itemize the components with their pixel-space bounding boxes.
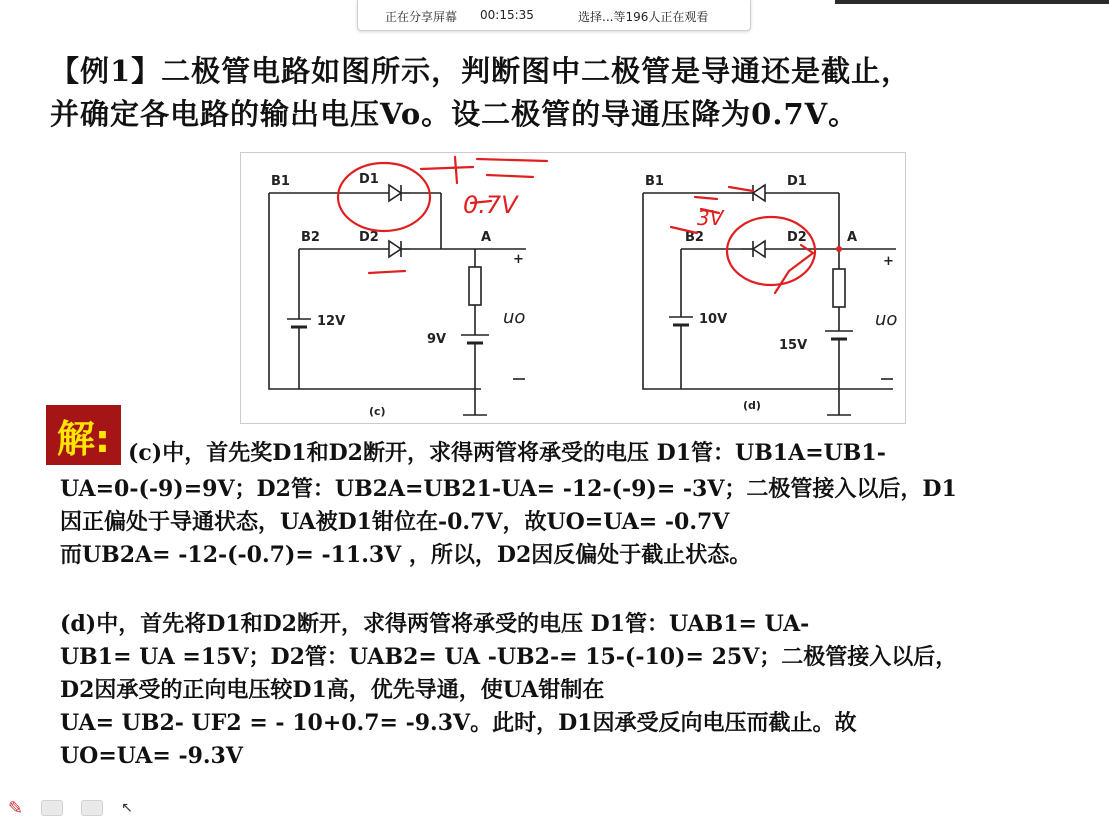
pen-icon[interactable]: ✎ xyxy=(8,797,24,819)
c-label-9v: 9V xyxy=(427,332,447,347)
solution-c-text-4: 而UB2A= -12-(-0.7)= -11.3V ，所以，D2因反偏处于截止状态。 xyxy=(60,542,752,568)
d-label-b1: B1 xyxy=(645,174,664,189)
solution-c-text-3: 因正偏处于导通状态，UA被D1钳位在-0.7V，故UO=UA= -0.7V xyxy=(60,509,730,535)
solution-d-text-1: (d)中，首先将D1和D2断开，求得两管将承受的电压 D1管：UAB1= UA- xyxy=(60,611,810,637)
d-label-15v: 15V xyxy=(779,338,808,353)
top-right-strip xyxy=(835,0,1109,4)
bottom-toolbar xyxy=(8,796,133,820)
solution-c-text-1: (c)中，首先奖D1和D2断开，求得两管将承受的电压 D1管：UB1A=UB1- xyxy=(128,440,886,466)
circuit-diagrams xyxy=(241,153,905,423)
c-label-b2: B2 xyxy=(301,230,320,245)
solution-d-text-5: UO=UA= -9.3V xyxy=(60,743,243,769)
solution-d-text-4: UA= UB2- UF2 = - 10+0.7= -9.3V。此时，D1因承受反向电压而截止。故 xyxy=(60,710,857,736)
window-icon[interactable] xyxy=(81,800,103,816)
c-label-b1: B1 xyxy=(271,174,290,189)
circuit-figure xyxy=(240,152,906,424)
page-title xyxy=(50,50,1090,136)
share-timer: 00:15:35 xyxy=(480,8,534,22)
solution-label: 解: xyxy=(46,405,121,465)
node-a-dot xyxy=(836,246,842,252)
annotation-d-note: 3V xyxy=(697,206,724,230)
d-label-uo: uo xyxy=(875,309,898,330)
annotation-c-note: 0.7V xyxy=(463,191,518,219)
d-label-plus: + xyxy=(883,254,894,269)
d-label-a: A xyxy=(847,230,858,245)
solution-d-lines xyxy=(60,608,1100,773)
d-label-d1: D1 xyxy=(787,174,807,189)
solution-d-text-2: UB1= UA =15V；D2管：UAB2= UA -UB2-= 15-(-10)= 25V；二极管接入以后， xyxy=(60,644,958,670)
c-label-d2: D2 xyxy=(359,230,379,245)
title-line-1: 【例1】二极管电路如图所示，判断图中二极管是导通还是截止， xyxy=(50,54,912,88)
c-label-d1: D1 xyxy=(359,172,379,187)
c-label-plus: + xyxy=(513,252,524,267)
c-label-12v: 12V xyxy=(317,314,346,329)
solution-c-line-1 xyxy=(128,437,1088,470)
solution-c-text-2: UA=0-(-9)=9V；D2管：UB2A=UB21-UA= -12-(-9)= -3V；二极管接入以后，D1 xyxy=(60,476,957,502)
d-label-b2: B2 xyxy=(685,230,704,245)
c-label-a: A xyxy=(481,230,492,245)
viewer-count[interactable]: 选择...等196人正在观看 xyxy=(578,10,709,24)
c-label-uo: uo xyxy=(503,307,526,328)
title-line-2: 并确定各电路的输出电压Vo。设二极管的导通压降为0.7V。 xyxy=(50,97,859,131)
d-label-d2: D2 xyxy=(787,230,807,245)
arrow-cursor-icon: ↖ xyxy=(121,800,133,816)
d-label-10v: 10V xyxy=(699,312,728,327)
solution-d-text-3: D2因承受的正向电压较D1高，优先导通，使UA钳制在 xyxy=(60,677,605,703)
slide-icon[interactable] xyxy=(41,800,63,816)
screen-share-bar[interactable] xyxy=(357,0,751,31)
c-caption: (c) xyxy=(369,405,386,418)
d-caption: (d) xyxy=(743,399,761,412)
solution-c-lines xyxy=(60,473,1100,572)
handwritten-annotations xyxy=(338,157,815,293)
share-status: 正在分享屏幕 xyxy=(385,10,458,24)
